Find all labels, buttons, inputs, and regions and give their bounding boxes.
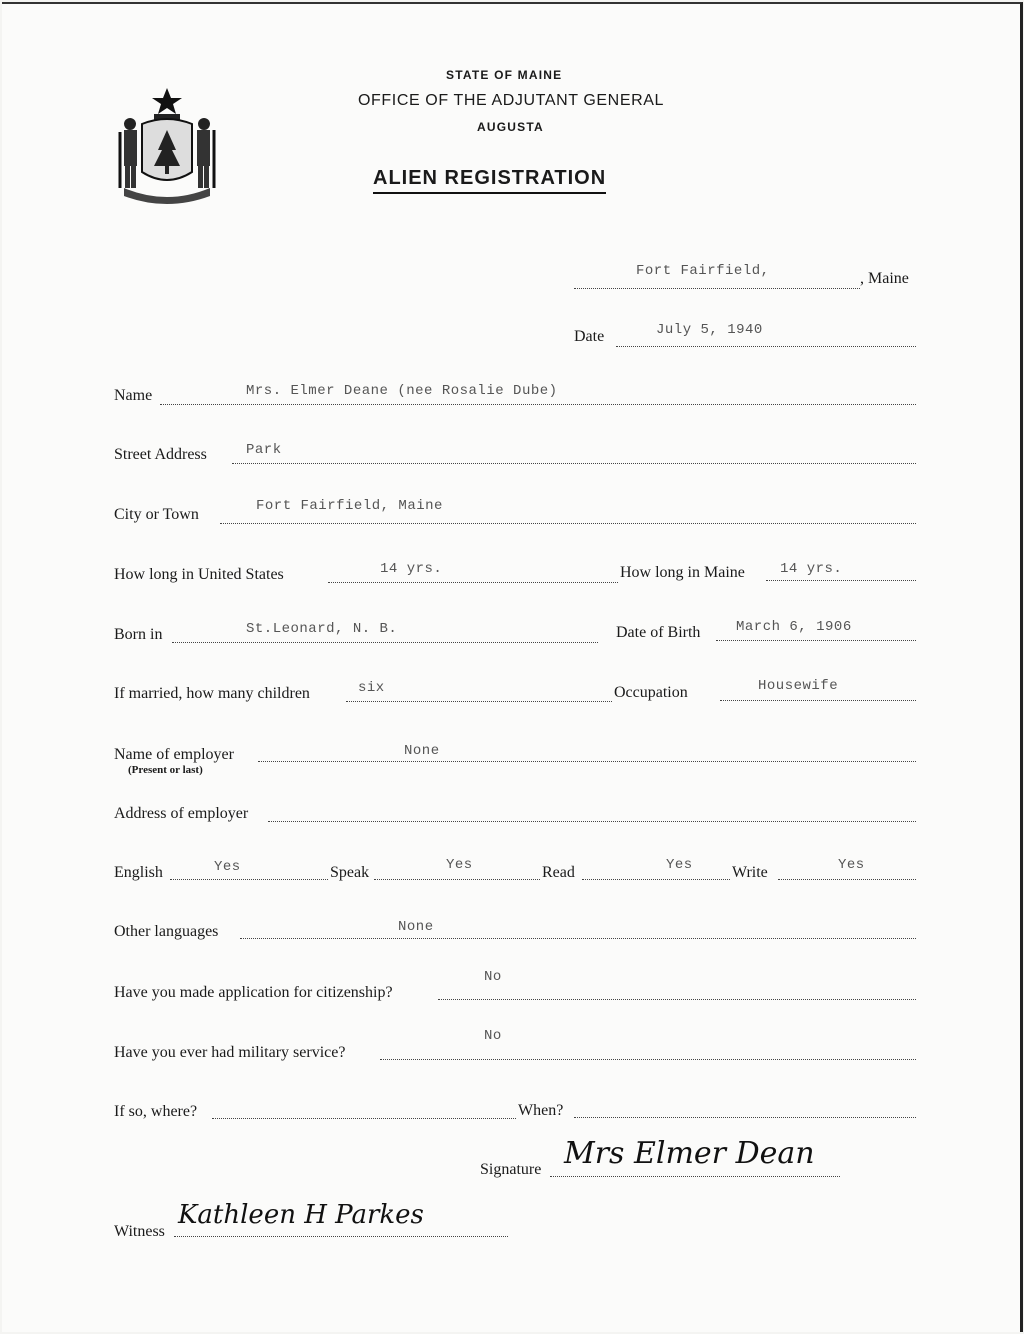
write-value: Yes <box>838 857 865 873</box>
name-label: Name <box>114 387 153 404</box>
employer-label: Name of employer <box>114 746 234 763</box>
occupation-value: Housewife <box>758 678 839 694</box>
military-label: Have you ever had military service? <box>114 1044 346 1061</box>
employer-value: None <box>404 743 440 759</box>
date-of-birth-value: March 6, 1906 <box>736 619 852 635</box>
occupation-label: Occupation <box>614 684 688 701</box>
street-value: Park <box>246 442 282 458</box>
employer-sublabel: (Present or last) <box>128 764 203 776</box>
date-value: July 5, 1940 <box>656 322 763 338</box>
how-long-maine-value: 14 yrs. <box>780 561 843 577</box>
english-value: Yes <box>214 859 241 875</box>
read-label: Read <box>542 864 575 881</box>
signature-label: Signature <box>480 1161 542 1178</box>
how-long-maine-label: How long in Maine <box>620 564 745 581</box>
city-heading: AUGUSTA <box>477 120 544 134</box>
born-in-label: Born in <box>114 626 163 643</box>
signature-value: Mrs Elmer Dean <box>564 1136 815 1171</box>
children-label: If married, how many children <box>114 685 310 702</box>
citizenship-label: Have you made application for citizenship? <box>114 984 393 1001</box>
form-page <box>2 2 1023 1332</box>
city-value: Fort Fairfield, Maine <box>256 498 443 514</box>
military-value: No <box>484 1028 502 1044</box>
office-heading: OFFICE OF THE ADJUTANT GENERAL <box>358 92 665 109</box>
witness-label: Witness <box>114 1223 165 1240</box>
read-value: Yes <box>666 857 693 873</box>
born-in-value: St.Leonard, N. B. <box>246 621 398 637</box>
write-label: Write <box>732 864 768 881</box>
how-long-us-value: 14 yrs. <box>380 561 443 577</box>
speak-label: Speak <box>330 864 370 881</box>
form-title: ALIEN REGISTRATION <box>373 167 606 194</box>
how-long-us-label: How long in United States <box>114 566 284 583</box>
if-so-where-label: If so, where? <box>114 1103 198 1120</box>
witness-value: Kathleen H Parkes <box>178 1200 424 1230</box>
when-label: When? <box>518 1102 564 1119</box>
state-seal-icon <box>114 84 220 206</box>
english-label: English <box>114 864 163 881</box>
location-state-label: , Maine <box>860 270 909 287</box>
name-value: Mrs. Elmer Deane (nee Rosalie Dube) <box>246 383 558 399</box>
other-languages-value: None <box>398 919 434 935</box>
speak-value: Yes <box>446 857 473 873</box>
other-languages-label: Other languages <box>114 923 219 940</box>
location-town-value: Fort Fairfield, <box>636 263 770 279</box>
citizenship-value: No <box>484 969 502 985</box>
street-label: Street Address <box>114 446 207 463</box>
date-of-birth-label: Date of Birth <box>616 624 701 641</box>
city-label: City or Town <box>114 506 199 523</box>
state-heading: STATE OF MAINE <box>446 68 563 82</box>
date-label: Date <box>574 328 605 345</box>
children-value: six <box>358 680 385 696</box>
employer-address-label: Address of employer <box>114 805 249 822</box>
